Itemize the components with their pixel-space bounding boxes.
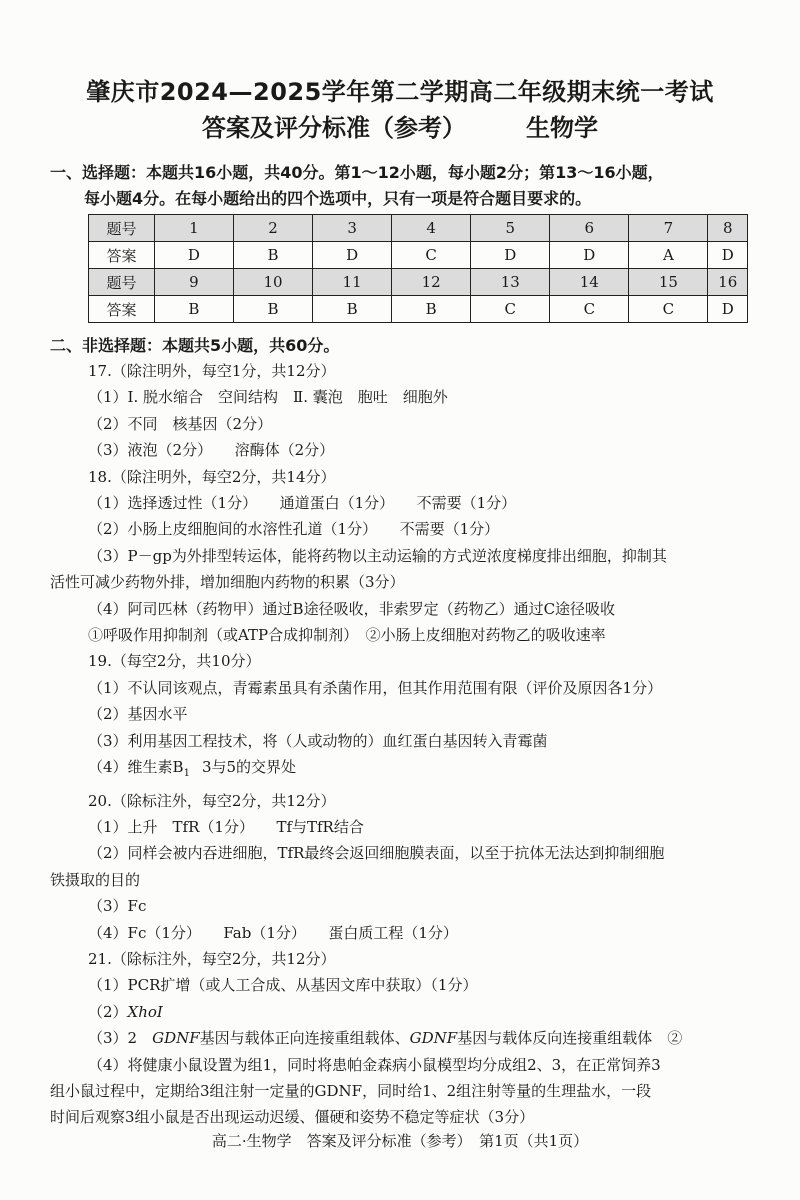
section2-body — [50, 358, 762, 1131]
answer-line: （2）不同 核基因（2分） — [88, 414, 273, 433]
table-cell: 15 — [629, 269, 708, 296]
answer-line: ①呼吸作用抑制剂（或ATP合成抑制剂） ②小肠上皮细胞对药物乙的吸收速率 — [88, 626, 606, 645]
table-cell: 16 — [708, 269, 748, 296]
table-row-answers-1 — [89, 242, 748, 269]
answer-line — [62, 1025, 762, 1051]
table-cell: D — [313, 242, 392, 269]
section2-heading: 二、非选择题：本题共5小题，共60分。 — [50, 336, 340, 355]
vitamin-subscript: 1 — [183, 768, 190, 780]
answer-line-cont: 组小鼠过程中，定期给3组注射一定量的GDNF，同时给1、2组注射等量的生理盐水，一段 — [50, 1081, 652, 1100]
table-cell: B — [313, 296, 392, 323]
answer-line: （3）Fc — [88, 897, 147, 916]
section1-line2: 每小题4分。在每小题给出的四个选项中，只有一项是符合题目要求的。 — [84, 189, 592, 208]
table-cell: 14 — [550, 269, 629, 296]
answer-line: （1）上升 TfR（1分） Tf与TfR结合 — [88, 817, 364, 836]
table-cell: 7 — [629, 215, 708, 242]
subtitle-subject: 生物学 — [526, 114, 598, 142]
q21-header: 21.（除标注外，每空2分，共12分） — [88, 949, 336, 968]
table-row-numbers-1 — [89, 215, 748, 242]
table-cell: 8 — [708, 215, 748, 242]
answer-line-cont: 铁摄取的目的 — [50, 870, 141, 889]
boundary-text: 3与5的交界处 — [201, 758, 297, 777]
table-cell: 11 — [313, 269, 392, 296]
table-cell: 9 — [154, 269, 233, 296]
table-cell: B — [392, 296, 471, 323]
answer-line — [62, 754, 762, 787]
answer-line: （1）选择透过性（1分） 通道蛋白（1分） 不需要（1分） — [88, 494, 517, 513]
table-cell: C — [629, 296, 708, 323]
table-cell: D — [471, 242, 550, 269]
table-cell: 3 — [313, 215, 392, 242]
table-row-answers-2 — [89, 296, 748, 323]
page-subtitle — [0, 108, 800, 143]
answer-line: （4）Fc（1分） Fab（1分） 蛋白质工程（1分） — [88, 923, 458, 942]
subtitle-answers: 答案及评分标准（参考） — [202, 114, 466, 142]
table-cell: D — [550, 242, 629, 269]
table-cell: D — [708, 242, 748, 269]
section1-line1: 一、选择题：本题共16小题，共40分。第1～12小题，每小题2分；第13～16小题， — [50, 163, 664, 182]
table-cell: 5 — [471, 215, 550, 242]
q21-2-label: （2） — [88, 1002, 128, 1021]
answer-line-cont: 活性可减少药物外排，增加细胞内药物的积累（3分） — [50, 573, 405, 592]
table-cell: A — [629, 242, 708, 269]
answer-line: （4）将健康小鼠设置为组1，同时将患帕金森病小鼠模型均分成组2、3，在正常饲养3 — [88, 1055, 661, 1074]
answer-line: （1）Ⅰ. 脱水缩合 空间结构 Ⅱ. 囊泡 胞吐 细胞外 — [88, 388, 448, 407]
table-cell: D — [708, 296, 748, 323]
answer-line-cont: 时间后观察3组小鼠是否出现运动迟缓、僵硬和姿势不稳定等症状（3分） — [50, 1108, 535, 1127]
table-cell: 10 — [233, 269, 312, 296]
table-cell: 2 — [233, 215, 312, 242]
enzyme-name: XhoⅠ — [127, 1002, 163, 1021]
table-cell: 12 — [392, 269, 471, 296]
page-title: 肇庆市2024—2025学年第二学期高二年级期末统一考试 — [86, 78, 714, 106]
table-cell: B — [154, 296, 233, 323]
answer-line: （3）液泡（2分） 溶酶体（2分） — [88, 441, 335, 460]
gene-name: GDNF — [152, 1029, 200, 1048]
answer-table — [88, 214, 748, 323]
answer-line: （3）P－gp为外排型转运体，能将药物以主动运输的方式逆浓度梯度排出细胞，抑制其 — [88, 546, 667, 565]
table-cell: B — [233, 296, 312, 323]
vitamin-text: （4）维生素B — [88, 758, 184, 777]
answer-line — [62, 999, 762, 1025]
q17-header: 17.（除注明外，每空1分，共12分） — [88, 362, 336, 380]
table-label-ans: 答案 — [89, 296, 155, 323]
answer-line: （3）利用基因工程技术，将（人或动物的）血红蛋白基因转入青霉菌 — [88, 731, 548, 750]
q18-header: 18.（除注明外，每空2分，共14分） — [88, 467, 336, 486]
q21-3-text-a: 基因与载体正向连接重组载体、 — [199, 1029, 410, 1048]
table-cell: B — [233, 242, 312, 269]
answer-line: （1）不认同该观点，青霉素虽具有杀菌作用，但其作用范围有限（评价及原因各1分） — [88, 678, 663, 697]
table-cell: 13 — [471, 269, 550, 296]
q21-3-label: （3）2 — [88, 1029, 153, 1048]
q19-header: 19.（每空2分，共10分） — [88, 652, 261, 671]
table-cell: C — [392, 242, 471, 269]
answer-line: （2）基因水平 — [88, 705, 188, 724]
table-label-num: 题号 — [89, 215, 155, 242]
table-row-numbers-2 — [89, 269, 748, 296]
section1-heading — [50, 160, 760, 212]
table-cell: 1 — [154, 215, 233, 242]
table-cell: 6 — [550, 215, 629, 242]
table-cell: C — [550, 296, 629, 323]
gene-name: GDNF — [409, 1029, 458, 1048]
answer-line: （2）小肠上皮细胞间的水溶性孔道（1分） 不需要（1分） — [88, 520, 500, 539]
answer-line: （1）PCR扩增（或人工合成、从基因文库中获取）（1分） — [88, 976, 478, 995]
table-cell: C — [471, 296, 550, 323]
table-label-ans: 答案 — [89, 242, 155, 269]
table-cell: 4 — [392, 215, 471, 242]
q21-3-text-b: 基因与载体反向连接重组载体 ② — [457, 1029, 683, 1048]
answer-line: （4）阿司匹林（药物甲）通过B途径吸收，非索罗定（药物乙）通过C途径吸收 — [88, 599, 616, 618]
answer-line: （2）同样会被内吞进细胞，TfR最终会返回细胞膜表面，以至于抗体无法达到抑制细胞 — [88, 844, 665, 863]
page-footer: 高二·生物学 答案及评分标准（参考） 第1页（共1页） — [211, 1132, 589, 1150]
table-label-num: 题号 — [89, 269, 155, 296]
table-cell: D — [154, 242, 233, 269]
q20-header: 20.（除标注外，每空2分，共12分） — [88, 791, 336, 810]
